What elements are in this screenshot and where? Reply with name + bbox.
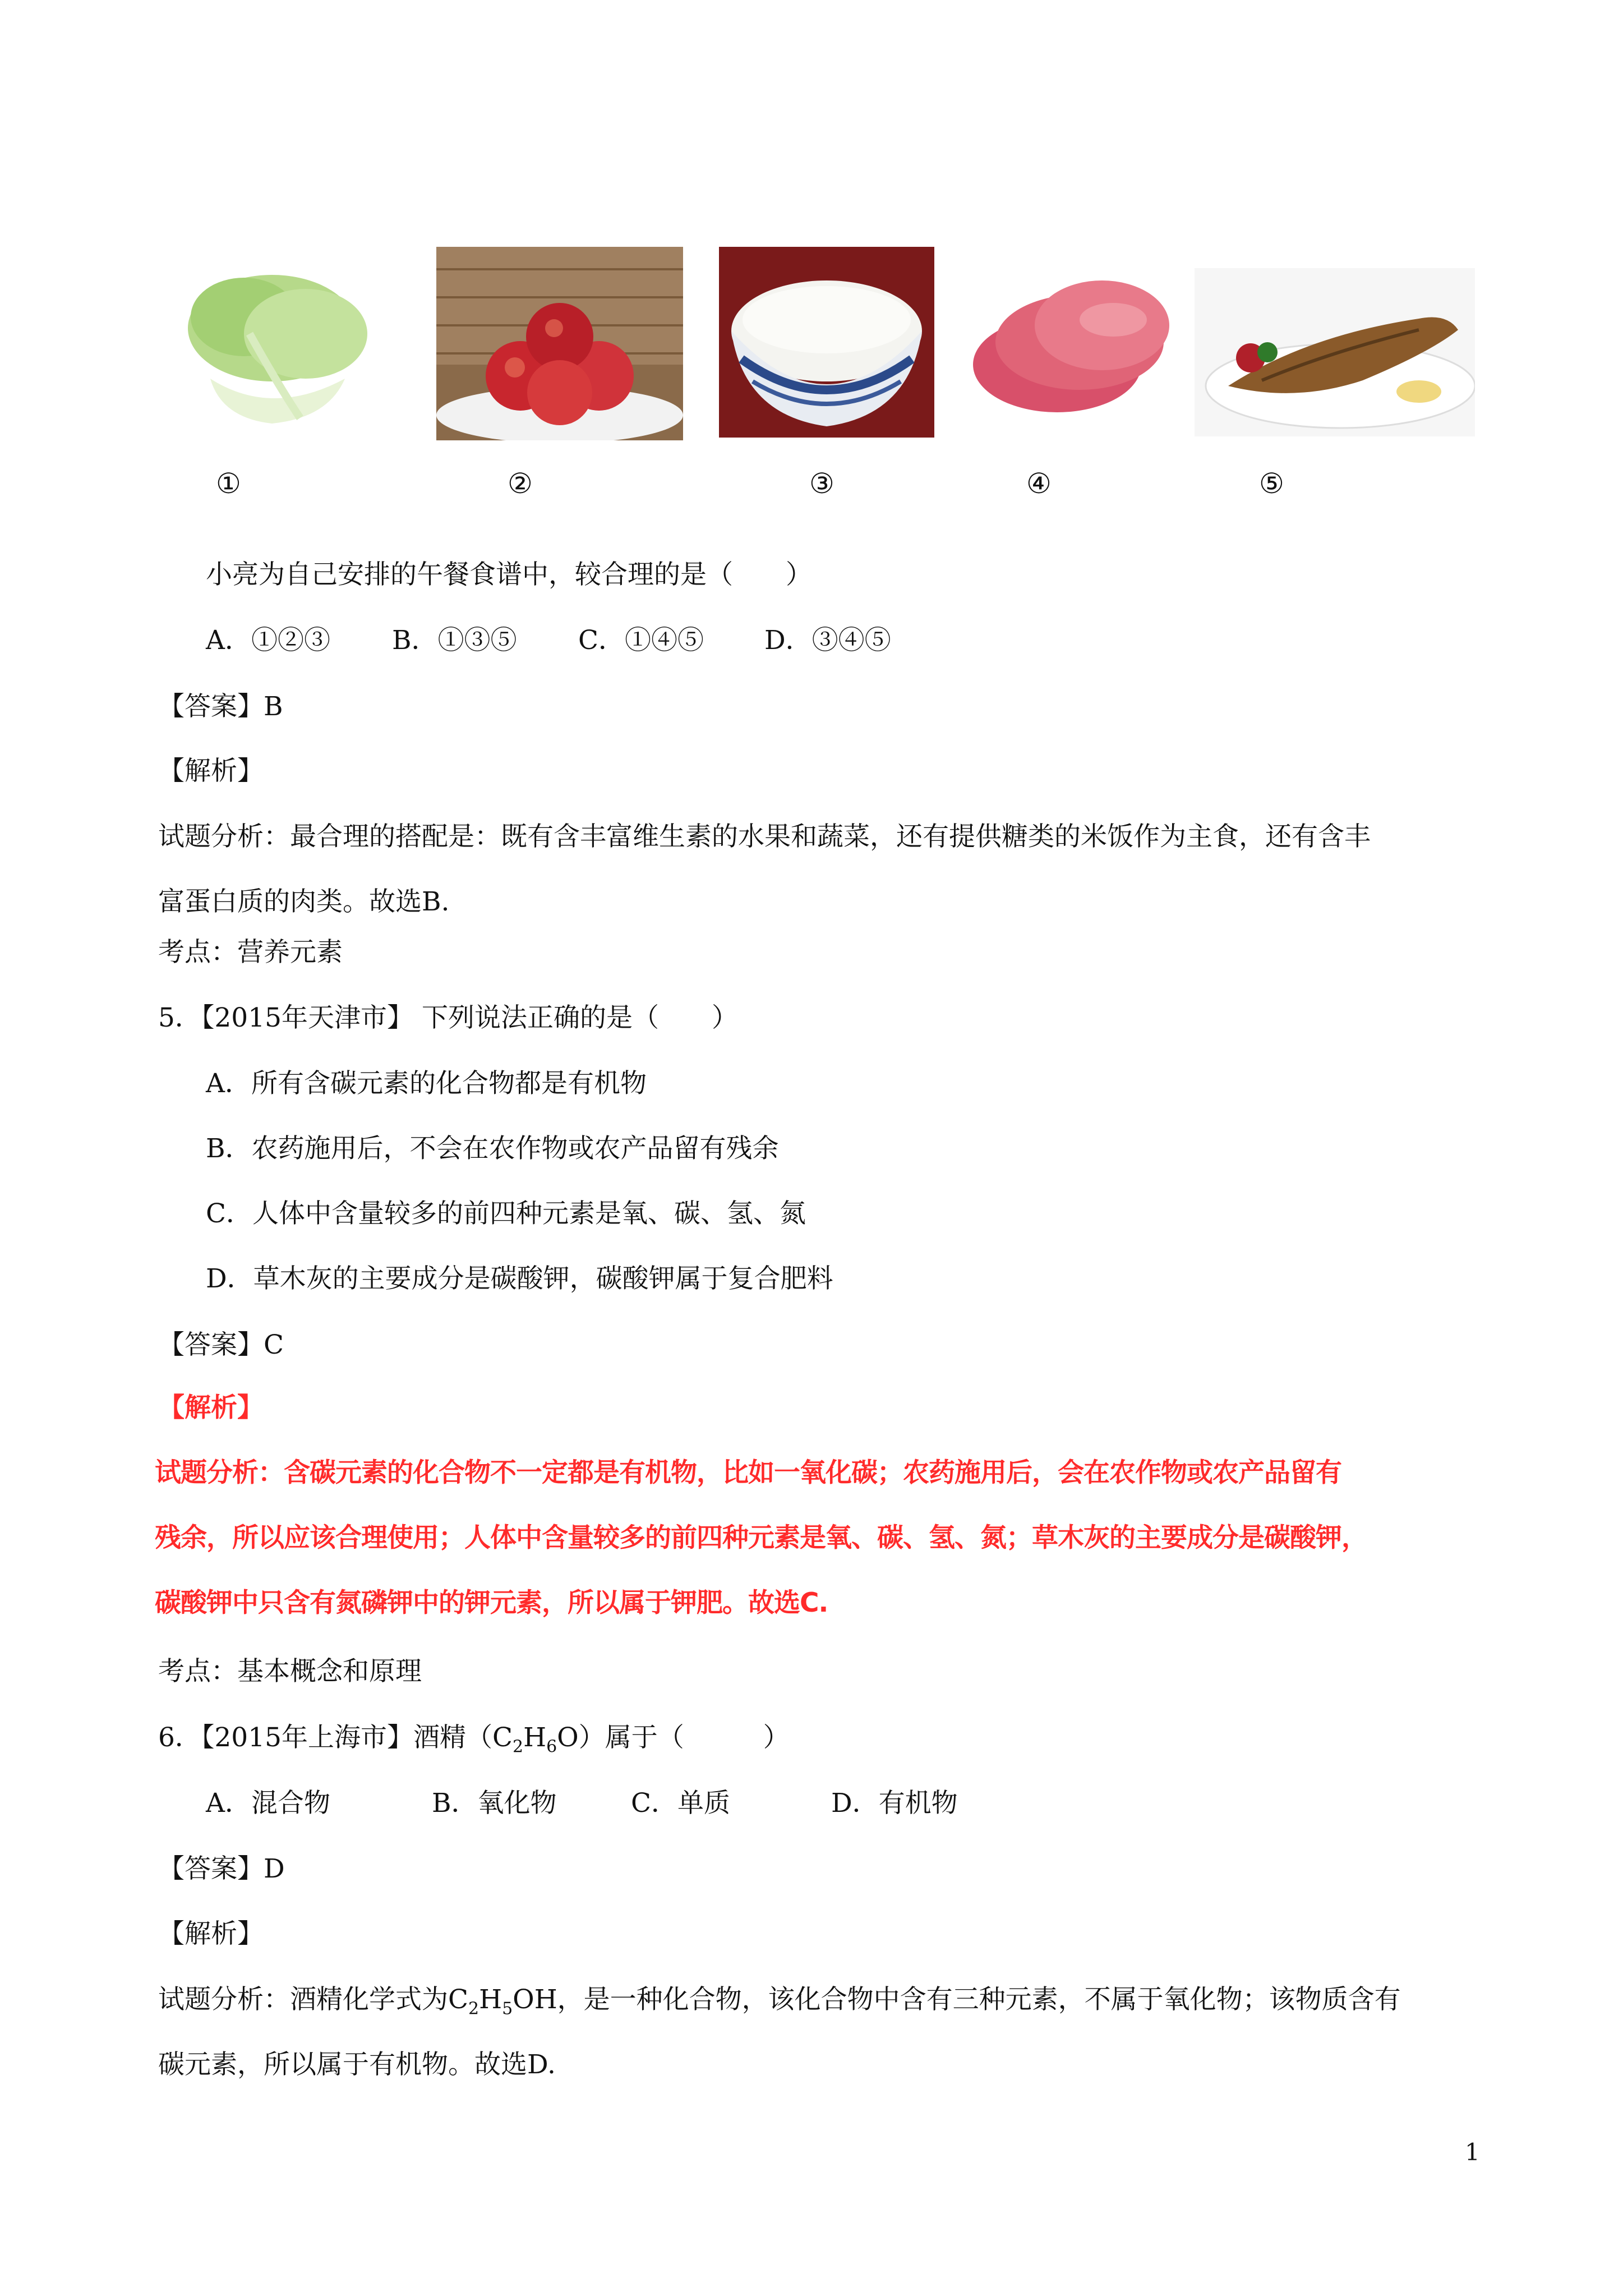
image-label-4: ④ (1026, 467, 1052, 500)
q6-analysis-sub: 2 (468, 1999, 479, 2019)
q5-analysis-title: 【解析】 (158, 1392, 264, 1423)
q4-kaodian: 考点：营养元素 (158, 937, 343, 968)
image-label-3: ③ (809, 467, 834, 500)
q4-option-d: D．③④⑤ (764, 625, 891, 656)
q5-option-b: B．农药施用后，不会在农作物或农产品留有残余 (206, 1133, 779, 1164)
q4-option-a: A．①②③ (206, 625, 330, 656)
image-label-5: ⑤ (1259, 467, 1284, 500)
q6-answer: 【答案】D (158, 1853, 285, 1884)
q6-analysis-title: 【解析】 (158, 1918, 264, 1949)
q6-option-b: B．氧化物 (432, 1788, 557, 1819)
q4-stem: 小亮为自己安排的午餐食谱中，较合理的是（ ） (206, 559, 812, 590)
q6-analysis-line: 碳元素，所以属于有机物。故选D. (158, 2049, 556, 2080)
q6-stem-sub: 6 (546, 1737, 557, 1757)
q6-option-a: A．混合物 (206, 1788, 330, 1819)
q6-analysis-line (158, 1983, 1401, 2026)
food-image-fish (1195, 268, 1475, 436)
food-image-apples (436, 247, 683, 440)
q5-answer: 【答案】C (158, 1329, 284, 1360)
q6-option-d: D．有机物 (831, 1788, 958, 1819)
food-image-meat (967, 258, 1172, 426)
q5-analysis-line: 试题分析：含碳元素的化合物不一定都是有机物，比如一氧化碳；农药施用后，会在农作物或农产品留有 (155, 1457, 1341, 1488)
q4-option-b: B．①③⑤ (392, 625, 517, 656)
q6-stem-mid: H (523, 1722, 547, 1753)
q6-analysis-mid: H (479, 1984, 502, 2015)
q6-option-c: C．单质 (631, 1788, 730, 1819)
q5-analysis-line: 残余，所以应该合理使用；人体中含量较多的前四种元素是氧、碳、氢、氮；草木灰的主要成分是碳酸钾， (155, 1522, 1367, 1553)
q6-stem-sub: 2 (512, 1737, 524, 1757)
q5-stem: 5．【2015年天津市】 下列说法正确的是（ ） (158, 1002, 738, 1033)
page-number: 1 (1465, 2138, 1480, 2166)
q5-option-d: D．草木灰的主要成分是碳酸钾，碳酸钾属于复合肥料 (206, 1263, 833, 1294)
q5-option-c: C．人体中含量较多的前四种元素是氧、碳、氢、氮 (206, 1198, 806, 1229)
image-label-1: ① (216, 467, 241, 500)
food-image-rice (719, 247, 934, 438)
q5-kaodian: 考点：基本概念和原理 (158, 1656, 422, 1687)
q6-analysis-pre: 试题分析：酒精化学式为C (158, 1984, 468, 2015)
q6-stem (158, 1721, 790, 1764)
q5-analysis-line: 碳酸钾中只含有氮磷钾中的钾元素，所以属于钾肥。故选C. (155, 1588, 828, 1618)
q4-analysis-line: 富蛋白质的肉类。故选B. (158, 886, 450, 917)
image-label-2: ② (508, 467, 533, 500)
q6-options (206, 1787, 958, 1820)
q4-option-c: C．①④⑤ (578, 625, 704, 656)
q5-option-a: A．所有含碳元素的化合物都是有机物 (206, 1068, 647, 1099)
food-image-bokchoy (160, 250, 395, 440)
q6-analysis-sub: 5 (502, 1999, 513, 2019)
q6-analysis-post: OH，是一种化合物，该化合物中含有三种元素，不属于氧化物；该物质含有 (513, 1984, 1401, 2015)
q6-stem-post: O）属于（ ） (557, 1722, 790, 1753)
q4-answer: 【答案】B (158, 691, 283, 722)
q4-options (206, 624, 891, 657)
q6-stem-pre: 6．【2015年上海市】酒精（C (158, 1722, 513, 1753)
q4-analysis-line: 试题分析：最合理的搭配是：既有含丰富维生素的水果和蔬菜，还有提供糖类的米饭作为主食，还有含丰 (158, 821, 1371, 852)
q4-analysis-title: 【解析】 (158, 756, 264, 786)
